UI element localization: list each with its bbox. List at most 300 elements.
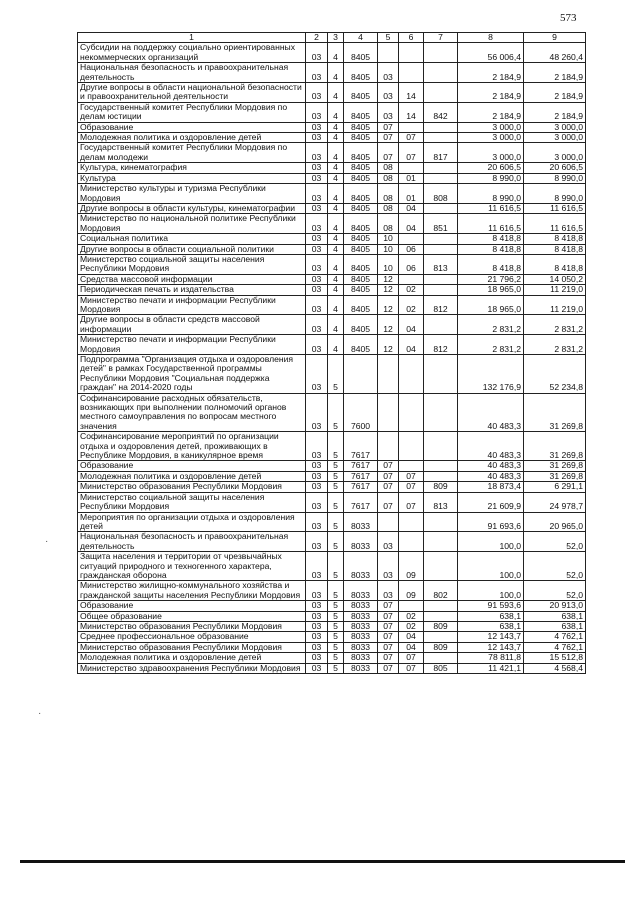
row-label: Министерство культуры и туризма Республики Мордовия <box>78 184 306 204</box>
row-label: Государственный комитет Республики Мордовия по делам юстиции <box>78 102 306 122</box>
row-cell: 8405 <box>344 122 378 132</box>
row-cell: 4 <box>328 102 344 122</box>
row-cell: 2 184,9 <box>458 83 524 103</box>
row-cell: 40 483,3 <box>458 461 524 471</box>
row-cell: 3 000,0 <box>458 133 524 143</box>
row-cell: 4 <box>328 184 344 204</box>
row-cell: 11 219,0 <box>524 285 586 295</box>
row-cell: 07 <box>399 492 424 512</box>
row-cell: 12 <box>378 315 399 335</box>
row-cell: 03 <box>306 532 328 552</box>
table-row <box>78 234 586 244</box>
row-cell: 12 <box>378 295 399 315</box>
row-cell: 100,0 <box>458 532 524 552</box>
row-cell: 12 <box>378 335 399 355</box>
row-cell <box>424 203 458 213</box>
table-row <box>78 143 586 163</box>
row-cell <box>399 393 424 432</box>
row-cell: 01 <box>399 173 424 183</box>
row-cell: 02 <box>399 285 424 295</box>
row-cell: 03 <box>306 214 328 234</box>
row-cell: 03 <box>306 621 328 631</box>
col-header: 9 <box>524 33 586 43</box>
row-cell: 03 <box>378 552 399 581</box>
row-cell: 03 <box>306 393 328 432</box>
row-cell: 04 <box>399 315 424 335</box>
row-cell: 8405 <box>344 315 378 335</box>
row-cell: 56 006,4 <box>458 43 524 63</box>
margin-mark: · <box>45 536 49 547</box>
row-cell: 4 <box>328 234 344 244</box>
row-cell: 03 <box>306 315 328 335</box>
row-cell: 40 483,3 <box>458 393 524 432</box>
row-cell: 02 <box>399 295 424 315</box>
table-row <box>78 432 586 461</box>
row-cell: 03 <box>306 173 328 183</box>
row-cell: 52 234,8 <box>524 355 586 394</box>
row-cell: 638,1 <box>458 611 524 621</box>
row-cell: 20 606,5 <box>524 163 586 173</box>
table-row <box>78 653 586 663</box>
row-cell <box>424 611 458 621</box>
row-label: Защита населения и территории от чрезвычайных ситуаций природного и техногенного характера, гражданская оборона <box>78 552 306 581</box>
row-cell: 5 <box>328 581 344 601</box>
row-cell <box>424 471 458 481</box>
table-row <box>78 552 586 581</box>
row-cell: 08 <box>378 214 399 234</box>
row-cell <box>424 274 458 284</box>
row-cell <box>424 234 458 244</box>
row-cell: 31 269,8 <box>524 461 586 471</box>
row-cell: 2 831,2 <box>458 335 524 355</box>
row-cell <box>399 461 424 471</box>
row-cell: 5 <box>328 632 344 642</box>
row-cell: 2 184,9 <box>524 83 586 103</box>
row-label: Социальная политика <box>78 234 306 244</box>
row-cell: 07 <box>378 471 399 481</box>
row-cell: 03 <box>306 203 328 213</box>
row-label: Общее образование <box>78 611 306 621</box>
row-cell: 02 <box>399 621 424 631</box>
table-row <box>78 532 586 552</box>
row-cell: 5 <box>328 512 344 532</box>
row-cell: 03 <box>306 43 328 63</box>
row-cell: 3 000,0 <box>524 133 586 143</box>
row-cell: 5 <box>328 492 344 512</box>
row-cell: 5 <box>328 663 344 673</box>
row-cell: 4 762,1 <box>524 642 586 652</box>
row-label: Министерство образования Республики Мордовия <box>78 621 306 631</box>
row-cell: 4 <box>328 254 344 274</box>
row-cell: 18 965,0 <box>458 285 524 295</box>
row-cell: 04 <box>399 642 424 652</box>
row-label: Периодическая печать и издательства <box>78 285 306 295</box>
row-cell: 3 000,0 <box>458 122 524 132</box>
row-label: Другие вопросы в области социальной политики <box>78 244 306 254</box>
table-row <box>78 63 586 83</box>
row-cell: 638,1 <box>524 611 586 621</box>
table-row <box>78 471 586 481</box>
row-cell: 8 990,0 <box>524 184 586 204</box>
row-cell: 817 <box>424 143 458 163</box>
row-cell: 03 <box>306 133 328 143</box>
row-cell: 7617 <box>344 461 378 471</box>
table-row <box>78 173 586 183</box>
row-cell: 2 184,9 <box>524 102 586 122</box>
row-cell: 842 <box>424 102 458 122</box>
row-cell: 14 <box>399 83 424 103</box>
row-cell: 07 <box>378 621 399 631</box>
table-row <box>78 621 586 631</box>
row-cell: 31 269,8 <box>524 393 586 432</box>
row-cell: 04 <box>399 203 424 213</box>
row-cell <box>399 43 424 63</box>
row-cell: 21 796,2 <box>458 274 524 284</box>
row-cell: 5 <box>328 461 344 471</box>
row-cell: 8405 <box>344 173 378 183</box>
row-label: Национальная безопасность и правоохранительная деятельность <box>78 63 306 83</box>
row-cell: 03 <box>306 642 328 652</box>
row-cell: 8033 <box>344 581 378 601</box>
table-row <box>78 254 586 274</box>
row-cell: 09 <box>399 552 424 581</box>
row-cell <box>399 512 424 532</box>
row-cell: 8405 <box>344 63 378 83</box>
page-bottom-rule <box>20 860 625 863</box>
row-cell: 03 <box>306 83 328 103</box>
row-cell: 11 616,5 <box>458 214 524 234</box>
row-cell: 813 <box>424 492 458 512</box>
row-cell: 5 <box>328 482 344 492</box>
row-cell: 8405 <box>344 285 378 295</box>
row-cell: 5 <box>328 642 344 652</box>
row-cell: 03 <box>306 461 328 471</box>
row-cell: 07 <box>378 653 399 663</box>
table-row <box>78 184 586 204</box>
row-cell: 03 <box>306 274 328 284</box>
row-label: Софинансирование расходных обязательств, возникающих при выполнении полномочий органов местного самоуправления по вопросам местного значения <box>78 393 306 432</box>
margin-mark: · <box>38 708 42 719</box>
table-row <box>78 461 586 471</box>
row-cell <box>399 63 424 83</box>
row-cell: 5 <box>328 432 344 461</box>
row-cell: 08 <box>378 203 399 213</box>
row-cell: 03 <box>306 492 328 512</box>
row-cell: 03 <box>306 663 328 673</box>
row-label: Государственный комитет Республики Мордовия по делам молодежи <box>78 143 306 163</box>
row-cell: 24 978,7 <box>524 492 586 512</box>
row-cell <box>399 274 424 284</box>
row-cell: 18 965,0 <box>458 295 524 315</box>
row-cell <box>424 244 458 254</box>
row-cell: 8033 <box>344 552 378 581</box>
row-cell: 4 <box>328 335 344 355</box>
col-header: 1 <box>78 33 306 43</box>
row-cell: 14 <box>399 102 424 122</box>
row-cell: 08 <box>378 163 399 173</box>
row-cell: 20 965,0 <box>524 512 586 532</box>
page-number: 573 <box>560 12 577 24</box>
row-cell: 10 <box>378 244 399 254</box>
row-cell: 8033 <box>344 601 378 611</box>
row-cell <box>424 173 458 183</box>
table-header-row <box>78 33 586 43</box>
row-cell: 802 <box>424 581 458 601</box>
row-cell <box>424 601 458 611</box>
row-cell: 8405 <box>344 184 378 204</box>
row-cell: 8405 <box>344 244 378 254</box>
row-cell: 40 483,3 <box>458 471 524 481</box>
row-cell: 03 <box>306 482 328 492</box>
row-cell: 03 <box>378 581 399 601</box>
row-cell: 04 <box>399 214 424 234</box>
row-cell: 8033 <box>344 512 378 532</box>
row-cell: 03 <box>306 512 328 532</box>
row-cell: 100,0 <box>458 552 524 581</box>
row-cell <box>424 355 458 394</box>
row-cell: 07 <box>399 663 424 673</box>
row-cell: 4 <box>328 83 344 103</box>
row-cell <box>424 432 458 461</box>
row-cell: 07 <box>399 482 424 492</box>
row-cell: 04 <box>399 335 424 355</box>
budget-table <box>77 32 586 674</box>
row-label: Молодежная политика и оздоровление детей <box>78 471 306 481</box>
row-cell: 08 <box>378 184 399 204</box>
row-cell: 4 <box>328 63 344 83</box>
row-cell <box>424 552 458 581</box>
row-cell: 03 <box>306 581 328 601</box>
row-cell: 07 <box>399 143 424 163</box>
row-cell: 11 616,5 <box>458 203 524 213</box>
row-cell: 8 418,8 <box>458 234 524 244</box>
row-cell <box>424 512 458 532</box>
table-row <box>78 632 586 642</box>
col-header: 4 <box>344 33 378 43</box>
row-cell: 2 184,9 <box>458 102 524 122</box>
row-cell: 14 050,2 <box>524 274 586 284</box>
table-row <box>78 244 586 254</box>
row-cell: 812 <box>424 335 458 355</box>
table-body <box>78 43 586 674</box>
row-cell: 03 <box>378 83 399 103</box>
row-cell: 07 <box>378 482 399 492</box>
row-cell: 4 <box>328 173 344 183</box>
row-cell: 5 <box>328 653 344 663</box>
table-row <box>78 611 586 621</box>
row-cell: 5 <box>328 601 344 611</box>
row-cell: 132 176,9 <box>458 355 524 394</box>
row-cell: 03 <box>306 285 328 295</box>
row-cell <box>399 355 424 394</box>
row-cell: 8 418,8 <box>524 234 586 244</box>
row-cell: 03 <box>306 653 328 663</box>
row-cell: 4 <box>328 133 344 143</box>
row-cell: 03 <box>306 102 328 122</box>
row-cell: 12 143,7 <box>458 642 524 652</box>
row-cell: 03 <box>306 355 328 394</box>
row-cell: 7617 <box>344 482 378 492</box>
row-cell: 03 <box>306 335 328 355</box>
table-row <box>78 285 586 295</box>
table-row <box>78 393 586 432</box>
table-row <box>78 133 586 143</box>
row-cell: 03 <box>306 63 328 83</box>
row-cell: 07 <box>378 143 399 163</box>
row-cell: 4 <box>328 43 344 63</box>
table-row <box>78 214 586 234</box>
row-cell: 808 <box>424 184 458 204</box>
row-cell: 8 418,8 <box>524 254 586 274</box>
table-row <box>78 581 586 601</box>
row-label: Молодежная политика и оздоровление детей <box>78 133 306 143</box>
row-cell: 01 <box>399 184 424 204</box>
row-label: Молодежная политика и оздоровление детей <box>78 653 306 663</box>
row-label: Министерство образования Республики Мордовия <box>78 642 306 652</box>
row-cell <box>424 315 458 335</box>
row-cell: 8405 <box>344 203 378 213</box>
row-cell: 4 <box>328 285 344 295</box>
table-row <box>78 601 586 611</box>
row-cell: 20 913,0 <box>524 601 586 611</box>
row-cell: 8033 <box>344 663 378 673</box>
row-cell <box>399 122 424 132</box>
row-label: Министерство образования Республики Мордовия <box>78 482 306 492</box>
row-cell: 06 <box>399 244 424 254</box>
row-cell: 4 <box>328 203 344 213</box>
row-cell: 4 <box>328 274 344 284</box>
row-cell: 3 000,0 <box>458 143 524 163</box>
row-cell: 7617 <box>344 492 378 512</box>
row-cell <box>399 234 424 244</box>
row-cell: 2 184,9 <box>458 63 524 83</box>
row-cell: 03 <box>378 63 399 83</box>
row-cell: 07 <box>378 492 399 512</box>
row-cell: 8033 <box>344 621 378 631</box>
row-cell: 03 <box>306 143 328 163</box>
row-cell: 8405 <box>344 234 378 244</box>
row-cell <box>344 355 378 394</box>
row-cell: 2 831,2 <box>524 315 586 335</box>
row-cell: 8405 <box>344 214 378 234</box>
row-cell <box>424 133 458 143</box>
row-cell: 02 <box>399 611 424 621</box>
row-cell: 52,0 <box>524 532 586 552</box>
row-cell: 8405 <box>344 335 378 355</box>
row-cell: 52,0 <box>524 552 586 581</box>
row-cell: 04 <box>399 632 424 642</box>
row-cell: 8033 <box>344 611 378 621</box>
row-cell: 809 <box>424 621 458 631</box>
row-cell: 07 <box>378 122 399 132</box>
row-cell <box>424 83 458 103</box>
row-cell <box>424 122 458 132</box>
row-cell: 10 <box>378 234 399 244</box>
row-cell <box>424 43 458 63</box>
col-header: 8 <box>458 33 524 43</box>
row-cell <box>424 63 458 83</box>
row-cell: 7617 <box>344 471 378 481</box>
row-label: Министерство печати и информации Республики Мордовия <box>78 295 306 315</box>
row-cell: 4 <box>328 295 344 315</box>
row-cell: 4 <box>328 214 344 234</box>
row-cell: 8405 <box>344 83 378 103</box>
row-label: Министерство социальной защиты населения Республики Мордовия <box>78 254 306 274</box>
row-cell: 31 269,8 <box>524 432 586 461</box>
row-label: Субсидии на поддержку социально ориентированных некоммерческих организаций <box>78 43 306 63</box>
row-label: Образование <box>78 601 306 611</box>
row-cell <box>399 163 424 173</box>
table-row <box>78 83 586 103</box>
row-cell <box>424 393 458 432</box>
row-cell: 4 <box>328 143 344 163</box>
row-cell: 07 <box>378 611 399 621</box>
row-cell: 3 000,0 <box>524 122 586 132</box>
row-label: Культура, кинематография <box>78 163 306 173</box>
row-cell <box>378 512 399 532</box>
row-cell: 8 418,8 <box>458 244 524 254</box>
row-label: Образование <box>78 122 306 132</box>
row-cell: 07 <box>378 663 399 673</box>
table-row <box>78 102 586 122</box>
table-row <box>78 315 586 335</box>
row-label: Среднее профессиональное образование <box>78 632 306 642</box>
row-label: Культура <box>78 173 306 183</box>
col-header: 5 <box>378 33 399 43</box>
col-header: 2 <box>306 33 328 43</box>
row-cell: 5 <box>328 611 344 621</box>
row-cell: 11 616,5 <box>524 203 586 213</box>
row-cell: 03 <box>306 295 328 315</box>
row-cell <box>424 632 458 642</box>
table-row <box>78 335 586 355</box>
row-label: Министерство здравоохранения Республики Мордовия <box>78 663 306 673</box>
row-cell: 07 <box>378 601 399 611</box>
row-cell: 4 <box>328 122 344 132</box>
col-header: 6 <box>399 33 424 43</box>
row-cell: 6 291,1 <box>524 482 586 492</box>
row-cell: 805 <box>424 663 458 673</box>
row-cell: 851 <box>424 214 458 234</box>
row-cell: 8405 <box>344 143 378 163</box>
row-cell <box>378 432 399 461</box>
row-cell: 8 990,0 <box>458 173 524 183</box>
row-cell: 5 <box>328 355 344 394</box>
row-cell: 07 <box>378 461 399 471</box>
row-label: Министерство печати и информации Республики Мордовия <box>78 335 306 355</box>
row-cell: 7600 <box>344 393 378 432</box>
row-label: Подпрограмма "Организация отдыха и оздоровления детей" в рамках Государственной программы Республики Мордовия "Социальная поддержка граждан" на 2014-2020 годы <box>78 355 306 394</box>
row-cell: 09 <box>399 581 424 601</box>
table-row <box>78 492 586 512</box>
table-row <box>78 355 586 394</box>
row-cell: 8405 <box>344 295 378 315</box>
row-cell: 78 811,8 <box>458 653 524 663</box>
row-cell: 638,1 <box>524 621 586 631</box>
row-cell: 8033 <box>344 653 378 663</box>
table-row <box>78 274 586 284</box>
row-label: Другие вопросы в области национальной безопасности и правоохранительной деятельности <box>78 83 306 103</box>
table-row <box>78 122 586 132</box>
row-cell: 03 <box>306 234 328 244</box>
row-cell: 21 609,9 <box>458 492 524 512</box>
row-cell: 03 <box>306 244 328 254</box>
col-header: 7 <box>424 33 458 43</box>
row-cell: 4 <box>328 163 344 173</box>
row-cell: 8 418,8 <box>524 244 586 254</box>
row-cell: 03 <box>378 102 399 122</box>
row-cell: 8405 <box>344 274 378 284</box>
